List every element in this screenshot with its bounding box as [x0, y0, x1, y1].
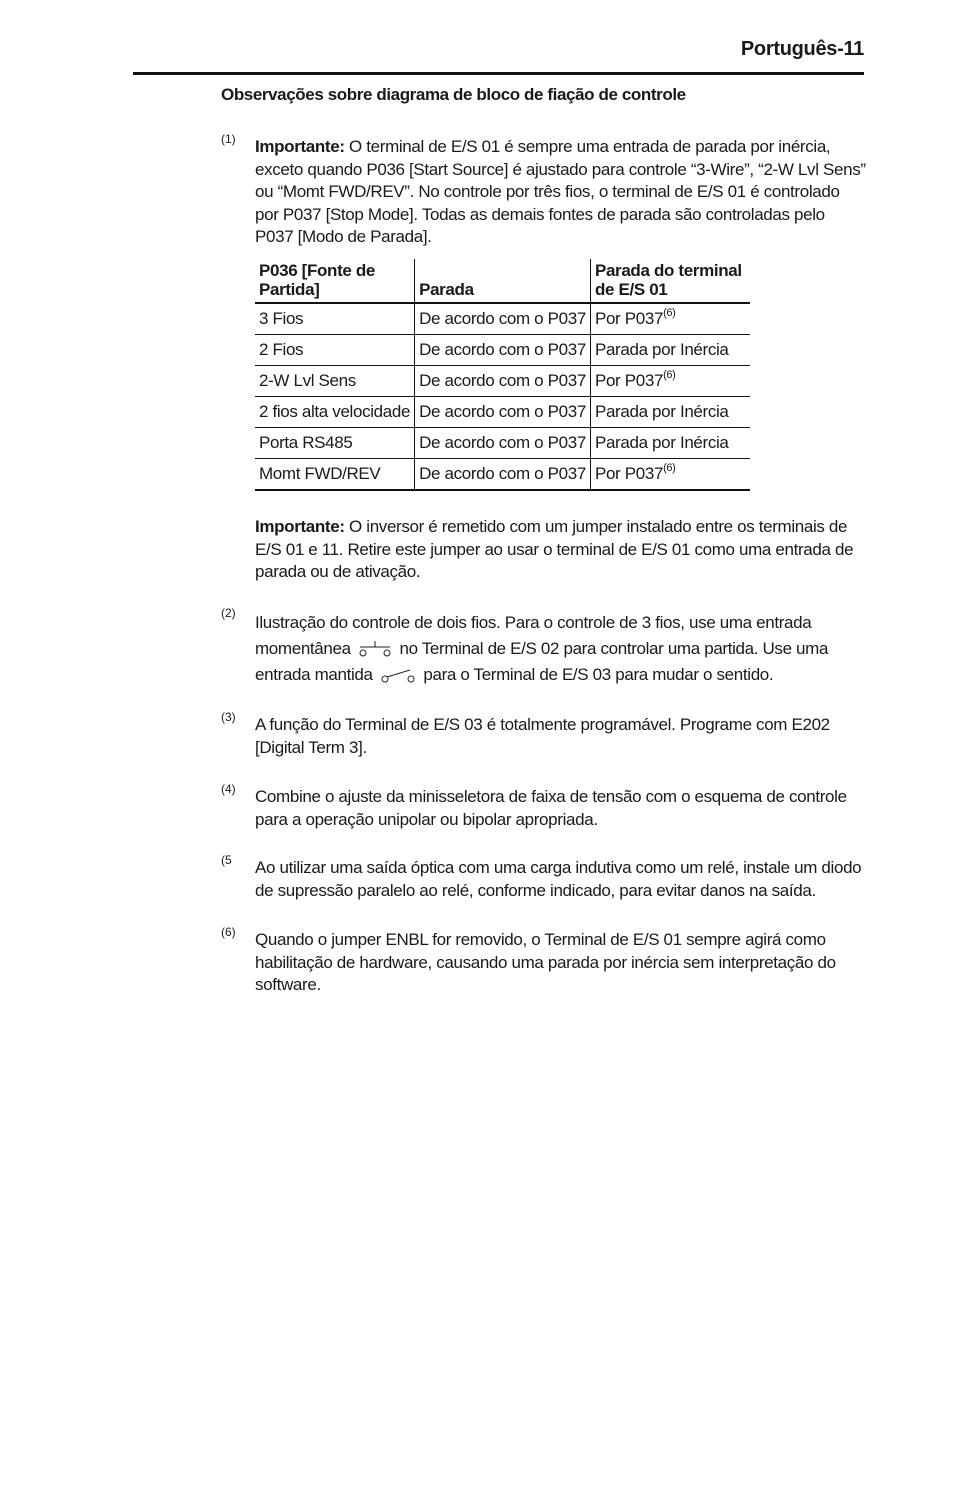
maintained-switch-icon — [380, 666, 416, 684]
note-text: para o Terminal de E/S 03 para mudar o sentido. — [423, 665, 774, 684]
note-text: O terminal de E/S 01 é sempre uma entrada de parada por inércia, exceto quando P036 [Start Source] é ajustado para controle “3-Wire”, “2-W Lvl Sens” ou “Momt FWD/REV”. No controle por três fios, o terminal de E/S 01 é controlado por P037 [Stop Mode]. Todas as demais fontes de parada são controladas pelo P037 [Modo de Parada]. — [255, 137, 866, 246]
cell-stop: De acordo com o P037 — [415, 335, 591, 366]
footnote-ref: (6) — [663, 369, 676, 381]
note-body: Quando o jumper ENBL for removido, o Terminal de E/S 01 sempre agirá como habilitação de hardware, causando uma parada por inércia sem interpretação do software. — [255, 930, 836, 994]
note-body — [255, 516, 866, 584]
note-1-important-2 — [221, 516, 866, 584]
table-row — [255, 303, 750, 335]
momentary-switch-icon — [358, 640, 392, 658]
note-body — [255, 610, 866, 688]
note-5 — [221, 853, 866, 902]
footnote-ref: (6) — [663, 307, 676, 319]
note-body — [255, 136, 866, 249]
note-text: Ilustração do controle de dois fios. Para o controle de 3 fios, use uma entrada momentânea — [255, 613, 812, 658]
note-body: A função do Terminal de E/S 03 é totalmente programável. Programe com E202 [Digital Term 3]. — [255, 715, 830, 757]
important-label: Importante: — [255, 137, 345, 156]
cell-source: 2 Fios — [255, 335, 415, 366]
section-title: Observações sobre diagrama de bloco de fiação de controle — [221, 85, 686, 104]
cell-stop: De acordo com o P037 — [415, 397, 591, 428]
table-row — [255, 366, 750, 397]
note-marker: (3) — [221, 710, 236, 724]
note-body: Combine o ajuste da minisseletora de faixa de tensão com o esquema de controle para a operação unipolar ou bipolar apropriada. — [255, 787, 847, 829]
note-marker: (2) — [221, 606, 236, 620]
footnote-ref: (6) — [663, 462, 676, 474]
cell-stop: De acordo com o P037 — [415, 366, 591, 397]
cell-terminal: Por P037$^{(6)}$ — [590, 303, 750, 335]
note-6 — [221, 925, 866, 997]
note-4 — [221, 782, 866, 831]
note-marker: (6) — [221, 925, 236, 939]
note-marker: (4) — [221, 782, 236, 796]
cell-terminal: Parada por Inércia — [590, 428, 750, 459]
cell-terminal: Parada por Inércia — [590, 335, 750, 366]
table-header-row — [255, 259, 750, 303]
cell-source: Porta RS485 — [255, 428, 415, 459]
note-marker: (5 — [221, 853, 232, 867]
note-text: no Terminal de E/S 02 para controlar uma partida. Use uma entrada mantida — [255, 639, 829, 684]
header-rule — [133, 72, 864, 75]
cell-stop: De acordo com o P037 — [415, 428, 591, 459]
page-label: Português-11 — [740, 38, 864, 60]
note-3 — [221, 710, 866, 759]
note-1 — [221, 132, 866, 249]
col-header-terminal-stop: Parada do terminal de E/S 01 — [590, 259, 750, 303]
cell-terminal: Parada por Inércia — [590, 397, 750, 428]
cell-terminal: Por P037$^{(6)}$ — [590, 459, 750, 491]
col-header-stop: Parada — [415, 259, 591, 303]
start-source-table — [255, 259, 750, 491]
table-row — [255, 428, 750, 459]
cell-source: 3 Fios — [255, 303, 415, 335]
cell-stop: De acordo com o P037 — [415, 303, 591, 335]
cell-source: 2 fios alta velocidade — [255, 397, 415, 428]
cell-terminal: Por P037$^{(6)}$ — [590, 366, 750, 397]
note-marker: (1) — [221, 132, 236, 146]
cell-source: Momt FWD/REV — [255, 459, 415, 491]
important-label: Importante: — [255, 517, 345, 536]
cell-source: 2-W Lvl Sens — [255, 366, 415, 397]
table-row — [255, 397, 750, 428]
note-text: O inversor é remetido com um jumper instalado entre os terminais de E/S 01 e 11. Retire este jumper ao usar o terminal de E/S 01 como uma entrada de parada ou de ativação. — [255, 517, 854, 581]
cell-stop: De acordo com o P037 — [415, 459, 591, 491]
col-header-start-source: P036 [Fonte de Partida] — [255, 259, 415, 303]
note-body: Ao utilizar uma saída óptica com uma carga indutiva como um relé, instale um diodo de supressão paralelo ao relé, conforme indicado, para evitar danos na saída. — [255, 858, 862, 900]
table-row — [255, 459, 750, 491]
note-2 — [221, 606, 866, 688]
table-row — [255, 335, 750, 366]
